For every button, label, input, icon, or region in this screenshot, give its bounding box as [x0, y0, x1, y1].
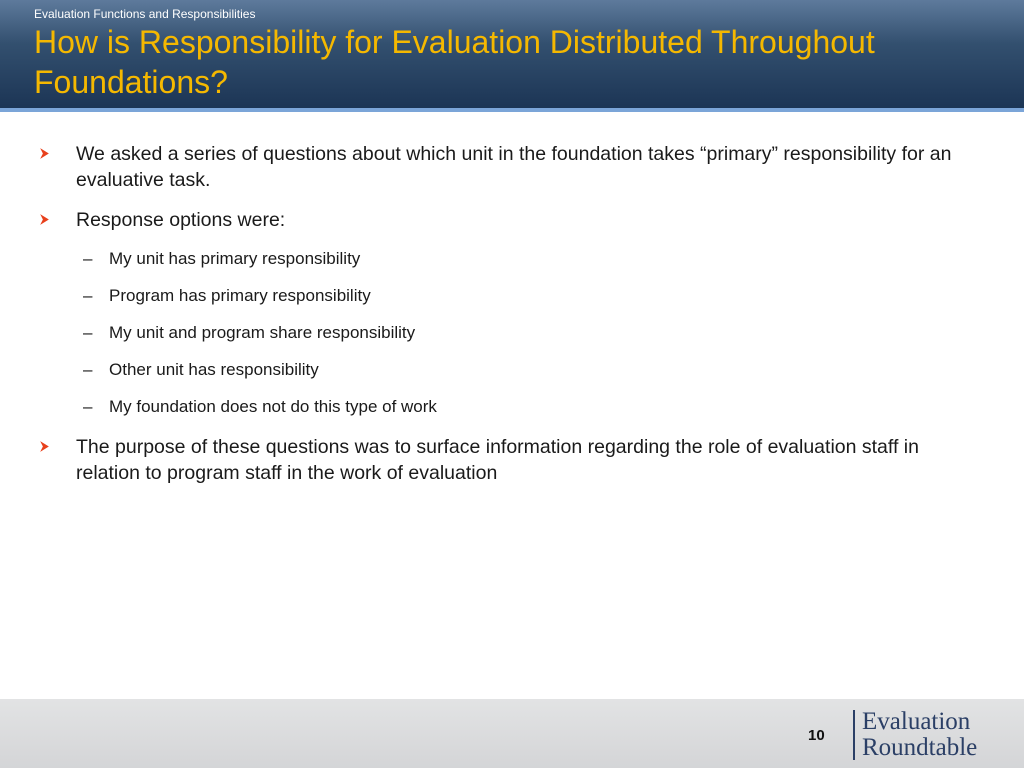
dash-marker: –	[83, 249, 93, 268]
chevron-right-icon	[38, 147, 51, 160]
bullet-text: We asked a series of questions about which unit in the foundation takes “primary” responsibility for an evaluative task.	[76, 143, 952, 191]
sub-item-text: My unit has primary responsibility	[109, 249, 361, 268]
dash-marker: –	[83, 286, 93, 305]
page-number: 10	[808, 727, 825, 744]
dash-marker: –	[83, 323, 93, 342]
chevron-right-icon	[38, 440, 51, 453]
logo-text-roundtable: Roundtable	[862, 734, 978, 761]
dash-marker: –	[83, 397, 93, 416]
bullet-text: The purpose of these questions was to surface information regarding the role of evaluation staff in relation to program staff in the work of evaluation	[76, 436, 919, 484]
section-label: Evaluation Functions and Responsibilities	[34, 7, 256, 21]
logo-divider	[853, 710, 855, 760]
sub-item-text: Program has primary responsibility	[109, 286, 371, 305]
bullet-text: Response options were:	[76, 209, 286, 231]
slide-title: How is Responsibility for Evaluation Distributed Throughout Foundations?	[34, 24, 875, 100]
logo-text-evaluation: Evaluation	[862, 708, 971, 735]
sub-item-text: My foundation does not do this type of work	[109, 397, 437, 416]
sub-item-text: My unit and program share responsibility	[109, 323, 416, 342]
header-divider	[0, 108, 1024, 112]
dash-marker: –	[83, 360, 93, 379]
chevron-right-icon	[38, 213, 51, 226]
sub-item-text: Other unit has responsibility	[109, 360, 319, 379]
